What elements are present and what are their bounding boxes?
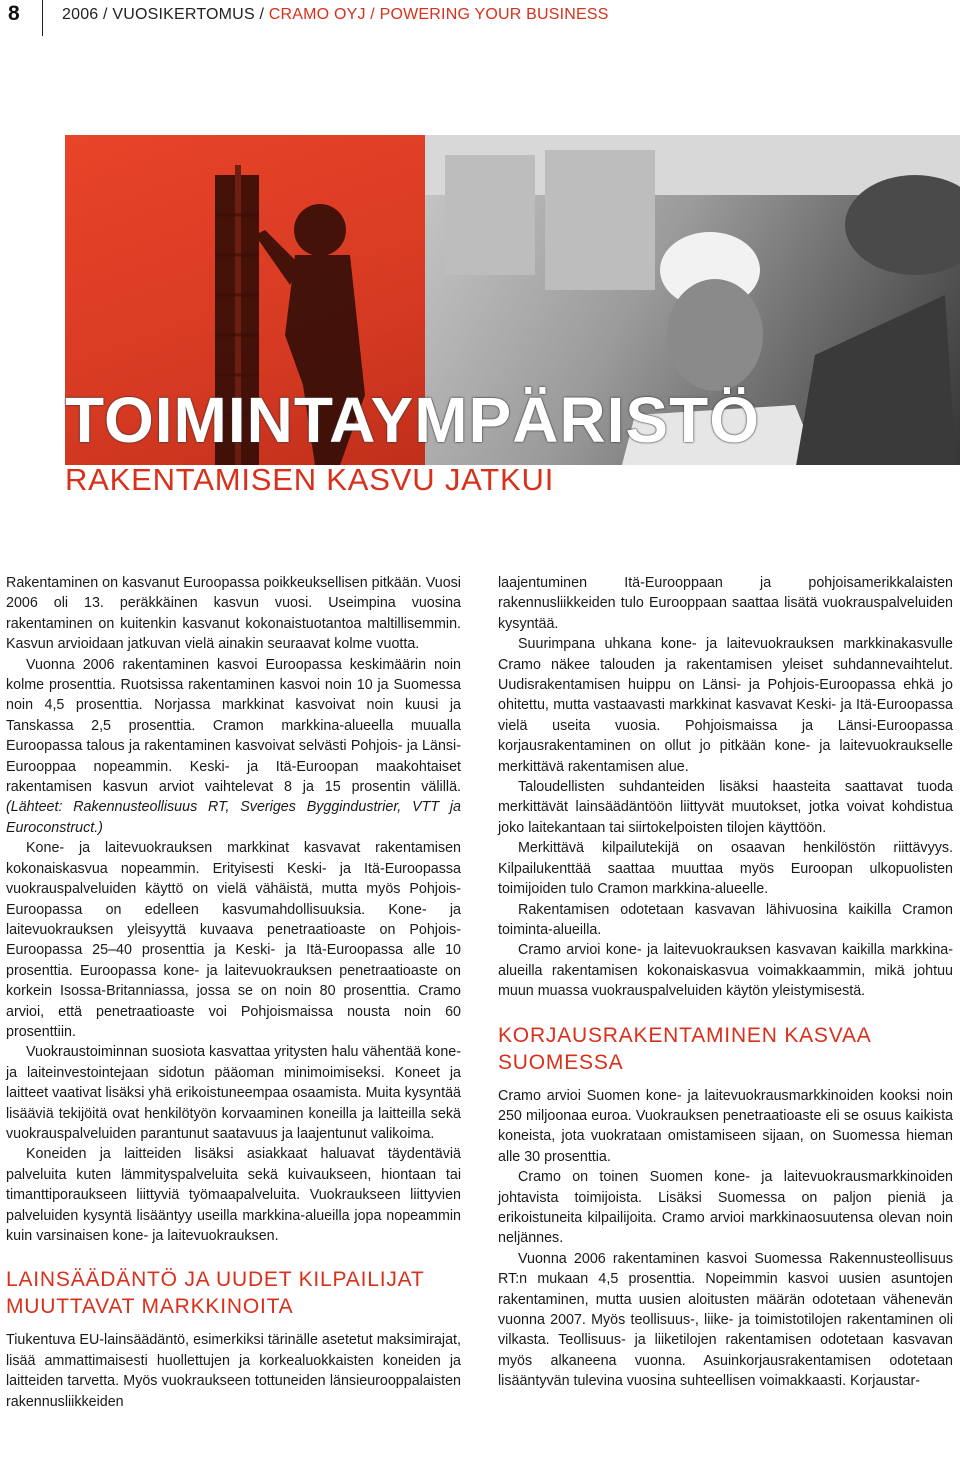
paragraph: Rakentaminen on kasvanut Euroopassa poikkeuksellisen pitkään. Vuosi 2006 oli 13. peräkkäinen kasvun vuosi. Useimpina vuosina rakentaminen on kuitenkin kasvanut kokonaistuotantoa maltillisemmin. Kasvun arvioidaan jatkuvan vielä ainakin seuraavat kolme vuotta. (6, 575, 461, 653)
paragraph: Koneiden ja laitteiden lisäksi asiakkaat haluavat täydentäviä palveluita kuten lämmityspalveluita sekä kuivaukseen, hiontaan tai timanttiporaukseen liittyviä työmaapalveluita. Vuokraukseen liittyvien palveluiden kysyntä lisääntyy useilla markkina-alueilla jopa nopeammin kuin varsinaisen kone- ja laitevuokrauksen. (6, 1146, 461, 1244)
paragraph (6, 655, 461, 839)
paragraph: Cramo on toinen Suomen kone- ja laitevuokrausmarkkinoiden johtavista toimijoista. Lisäksi Suomessa on paljon pieniä ja erikoistuneita kilpailijoita. Cramo arvioi markkinaosuutensa olevan noin neljännes. (498, 1169, 953, 1247)
page-subtitle: RAKENTAMISEN KASVU JATKUI (65, 462, 555, 497)
paragraph: Kone- ja laitevuokrauksen markkinat kasvavat rakentamisen kokonaiskasvua nopeammin. Erityisesti Keski- ja Itä-Euroopassa vuokrauspalveluiden käyttö on vielä vähäistä, mutta myös Pohjois-Euroopassa on edelleen kasvumahdollisuuksia. Kone- ja laitevuokrauksen yleisyyttä kuvaava penetraatioaste on Pohjois-Euroopassa 25–40 prosenttia ja Keski- ja Itä-Euroopassa alle 10 prosenttia. Euroopassa kone- ja laitevuokrauksen penetraatioaste on korkein Isossa-Britanniassa, jossa se on noin 80 prosenttia. Cramo arvioi, että penetraatioaste voi Pohjoismaissa nousta noin 60 prosenttiin. (6, 840, 461, 1040)
page-header (0, 0, 960, 34)
paragraph: Taloudellisten suhdanteiden lisäksi haasteita saattavat tuoda merkittävät lainsäädäntöön liittyvät muutokset, jotka voivat kohdistua joko laitekantaan tai siirtokelpoisten tilojen käyttöön. (498, 779, 953, 836)
paragraph: Vuokraustoiminnan suosiota kasvattaa yritysten halu vähentää kone- ja laiteinvestointejaan sidotun pääoman minimoimiseksi. Koneet ja laitteet vaativat lisäksi yhä erikoistuneempaa osaamista. Muita kysyntää lisääviä tekijöitä ovat henkilötyön korvaaminen koneilla ja laitteilla sekä vuokrauspalveluiden parantunut saatavuus ja laajentunut valikoima. (6, 1044, 461, 1142)
running-head (62, 6, 609, 24)
paragraph: Vuonna 2006 rakentaminen kasvoi Suomessa Rakennusteollisuus RT:n mukaan 4,5 prosenttia. Nopeimmin kasvoi uusien asuntojen rakentaminen, mutta uusien aloitusten määrän odotetaan vähenevän vuonna 2007. Myös teollisuus-, liike- ja toimistotilojen rakentaminen oli vilkasta. Teollisuus- ja liiketilojen rakentamisen odotetaan kasvavan myös alkaneena vuonna. Asuinkorjausrakentamisen odotetaan lisääntyvän tulevina vuosina suhteellisen voimakkaasti. Korjaustar- (498, 1250, 953, 1390)
paragraph: Cramo arvioi kone- ja laitevuokrauksen kasvavan kaikilla markkina-alueilla rakentamisen kokonaiskasvua voimakkaammin, mikä johtuu muun muassa vuokrauspalveluiden käytön yleistymisestä. (498, 942, 953, 1000)
text-column-left (6, 573, 461, 1412)
source-citation: (Lähteet: Rakennusteollisuus RT, Sveriges Byggindustrier, VTT ja Euroconstruct.) (6, 799, 461, 836)
page-title: TOIMINTAYMPÄRISTÖ (65, 384, 760, 456)
paragraph: Cramo arvioi Suomen kone- ja laitevuokrausmarkkinoiden kooksi noin 250 miljoonaa euroa. Vuokrauksen penetraatioaste eli se osuus kaikista koneista, jota vuokrataan omistamiseen sijaan, on Suomessa hieman alle 30 prosenttia. (498, 1087, 953, 1165)
running-head-company: CRAMO OYJ / POWERING YOUR BUSINESS (268, 6, 609, 23)
paragraph: laajentuminen Itä-Eurooppaan ja pohjoisamerikkalaisten rakennusliikkeiden tulo Eurooppaan saattaa lisätä vuokrauspalveluiden kysyntää. (498, 575, 953, 632)
paragraph-text: Vuonna 2006 rakentaminen kasvoi Euroopassa keskimäärin noin kolme prosenttia. Ruotsissa rakentaminen kasvoi noin 10 ja Suomessa noin 4,5 prosenttia. Norjassa markkinat kasvoivat noin kuusi ja Tanskassa 2,5 prosenttia. Cramon markkina-alueella muualla Euroopassa talous ja rakentaminen kasvoivat selvästi Pohjois- ja Länsi-Eurooppaa nopeammin. Keski- ja Itä-Euroopan maakohtaiset rakentamisen kasvun arviot vaihtelevat 8 ja 15 prosentin välillä. (6, 656, 461, 796)
paragraph: Tiukentuva EU-lainsäädäntö, esimerkiksi tärinälle asetetut maksimirajat, lisää ammattimaisesti huollettujen ja korkealuokkaisten koneiden ja laitteiden tarvetta. Myös vuokraukseen tottuneiden länsieurooppalaisten rakennusliikkeiden (6, 1332, 461, 1410)
section-heading: LAINSÄÄDÄNTÖ JA UUDET KILPAILIJAT MUUTTAVAT MARKKINOITA (6, 1268, 425, 1319)
running-head-prefix: 2006 / VUOSIKERTOMUS / (62, 6, 269, 23)
section-heading: KORJAUSRAKENTAMINEN KASVAA SUOMESSA (498, 1023, 871, 1074)
text-column-right (498, 573, 953, 1392)
paragraph: Suurimpana uhkana kone- ja laitevuokrauksen markkinakasvulle Cramo näkee talouden ja rakentamisen yleiset suhdannevaihtelut. Uudisrakentamisen huippu on Länsi- ja Pohjois-Euroopassa ehkä jo ohitettu, mutta vastaavasti markkinat kasvavat Keski- ja Itä-Euroopassa vielä useita vuosia. Pohjoismaissa ja Länsi-Euroopassa korjausrakentaminen on ollut jo pitkään kone- ja laitevuokraukselle merkittävä rakentamisen alue. (498, 636, 953, 775)
page-number: 8 (8, 2, 20, 25)
header-divider (42, 0, 43, 36)
paragraph: Merkittävä kilpailutekijä on osaavan henkilöstön riittävyys. Kilpailukenttää saattaa muuttaa myös Euroopan ulkopuolisten toimijoiden tulo Cramon markkina-alueelle. (498, 840, 953, 898)
paragraph: Rakentamisen odotetaan kasvavan lähivuosina kaikilla Cramon toiminta-alueilla. (498, 901, 953, 938)
